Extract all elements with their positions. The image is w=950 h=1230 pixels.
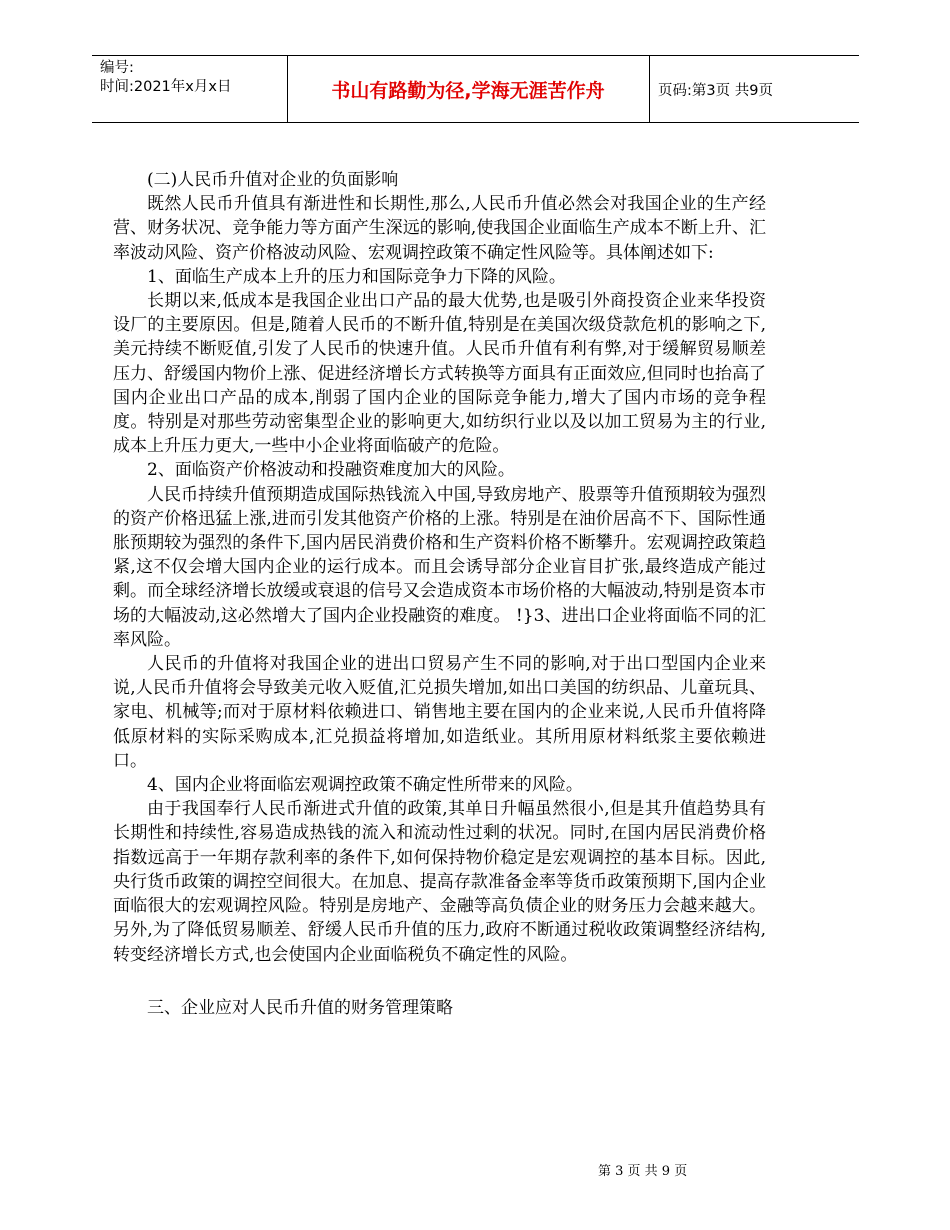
paragraph: 长期以来,低成本是我国企业出口产品的最大优势,也是吸引外商投资企业来华投资设厂的主要原因。但是,随着人民币的不断升值,特别是在美国次级贷款危机的影响之下,美元持续不断贬值,引发了人民币的快速升值。人民币升值有利有弊,对于缓解贸易顺差压力、舒缓国内物价上涨、促进经济增长方式转换等方面具有正面效应,但同时也抬高了国内企业出口产品的成本,削弱了国内企业的国际竞争能力,增大了国内市场的竞争程度。特别是对那些劳动密集型企业的影响更大,如纺织行业以及以加工贸易为主的行业,成本上升压力更大,一些中小企业将面临破产的危险。	[113, 291, 766, 457]
header-motto: 书山有路勤为径,学海无涯苦作舟	[331, 79, 605, 102]
document-body	[113, 168, 766, 1020]
paragraph: 由于我国奉行人民币渐进式升值的政策,其单日升幅虽然很小,但是其升值趋势具有长期性和持续性,容易造成热钱的流入和流动性过剩的状况。同时,在国内居民消费价格指数远高于一年期存款利率的条件下,如何保持物价稳定是宏观调控的基本目标。因此,央行货币政策的调控空间很大。在加息、提高存款准备金率等货币政策预期下,国内企业面临很大的宏观调控风险。特别是房地产、金融等高负债企业的财务压力会越来越大。另外,为了降低贸易顺差、舒缓人民币升值的压力,政府不断通过税收政策调整经济结构,转变经济增长方式,也会使国内企业面临税负不确定性的风险。	[113, 799, 766, 965]
subheading: 1、面临生产成本上升的压力和国际竞争力下降的风险。	[147, 266, 566, 287]
paragraph: 既然人民币升值具有渐进性和长期性,那么,人民币升值必然会对我国企业的生产经营、财务状况、竞争能力等方面产生深远的影响,使我国企业面临生产成本不断上升、汇率波动风险、资产价格波动风险、宏观调控政策不确定性风险等。具体阐述如下:	[113, 194, 766, 263]
header-time: 时间:2021年x月x日	[100, 79, 232, 95]
subheading: 2、面临资产价格波动和投融资难度加大的风险。	[147, 460, 515, 481]
paragraph: 人民币的升值将对我国企业的进出口贸易产生不同的影响,对于出口型国内企业来说,人民币升值将会导致美元收入贬值,汇兑损失增加,如出口美国的纺织品、儿童玩具、家电、机械等;而对于原材料依赖进口、销售地主要在国内的企业来说,人民币升值将降低原材料的实际采购成本,汇兑损益将增加,如造纸业。其所用原材料纸浆主要依赖进口。	[113, 654, 766, 771]
section-heading: (二)人民币升值对企业的负面影响	[147, 170, 399, 190]
header-divider	[649, 56, 650, 122]
header-meta	[100, 59, 231, 97]
section-heading: 三、企业应对人民币升值的财务管理策略	[147, 997, 453, 1018]
page-header	[92, 55, 859, 123]
paragraph: 人民币持续升值预期造成国际热钱流入中国,导致房地产、股票等升值预期较为强烈的资产价格迅猛上涨,进而引发其他资产价格的上涨。特别是在油价居高不下、国际性通胀预期较为强烈的条件下,国内居民消费价格和生产资料价格不断攀升。宏观调控政策趋紧,这不仅会增大国内企业的运行成本。而且会诱导部分企业盲目扩张,最终造成产能过剩。而全球经济增长放缓或衰退的信号又会造成资本市场价格的大幅波动,特别是资本市场的大幅波动,这必然增大了国内企业投融资的难度。 !}3、进出口企业将面临不同的汇率风险。	[113, 484, 766, 650]
header-page-info: 页码:第3页 共9页	[658, 82, 773, 99]
blank-line	[113, 967, 766, 996]
header-number: 编号:	[100, 60, 134, 76]
subheading: 4、国内企业将面临宏观调控政策不确定性所带来的风险。	[147, 775, 583, 796]
page-footer: 第 3 页 共 9 页	[598, 1164, 688, 1179]
